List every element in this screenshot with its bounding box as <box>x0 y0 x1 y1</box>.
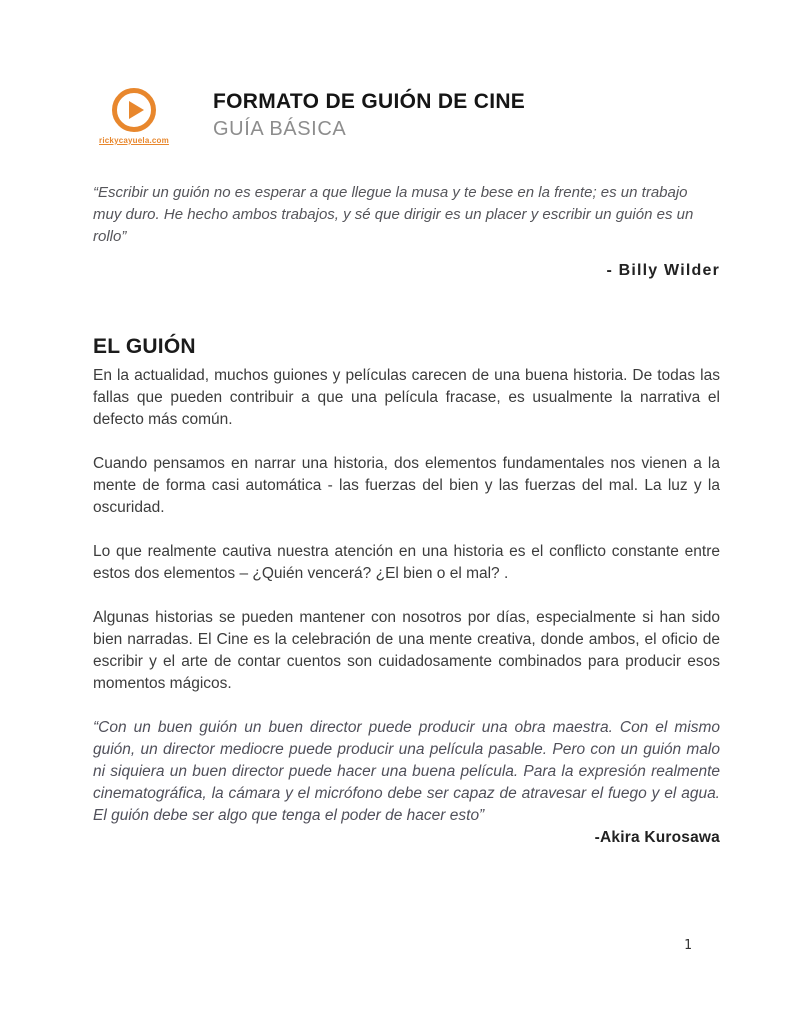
play-triangle-icon <box>129 101 144 119</box>
intro-quote: “Escribir un guión no es esperar a que llegue la musa y te bese en la frente; es un trabajo muy duro. He hecho ambos trabajos, y sé que dirigir es un placer y escribir un guión es un rollo” <box>93 184 694 245</box>
section-heading: EL GUIÓN <box>93 335 196 358</box>
intro-quote-attribution: - Billy Wilder <box>606 262 720 279</box>
paragraph: Cuando pensamos en narrar una historia, dos elementos fundamentales nos vienen a la mente de forma casi automática - las fuerzas del bien y las fuerzas del mal. La luz y la oscuridad. <box>93 455 720 516</box>
site-link[interactable]: rickycayuela.com <box>99 136 169 145</box>
closing-quote: “Con un buen guión un buen director puede producir una obra maestra. Con el mismo guión, un director mediocre puede producir una película pasable. Pero con un guión malo ni siquiera un buen director puede hacer una buena película. Para la expresión realmente cinematográfica, la cámara y el micrófono debe ser capaz de atravesar el fuego y el agua. El guión debe ser algo que tenga el poder de hacer esto” <box>93 719 720 824</box>
document-header <box>93 88 720 145</box>
paragraph: En la actualidad, muchos guiones y películas carecen de una buena historia. De todas las fallas que pueden contribuir a que una película fracase, es usualmente la narrativa el defecto más común. <box>93 367 720 428</box>
play-icon <box>112 88 156 132</box>
closing-quote-attribution: -Akira Kurosawa <box>594 829 720 846</box>
page-subtitle: GUÍA BÁSICA <box>213 118 347 140</box>
paragraph: Lo que realmente cautiva nuestra atención en una historia es el conflicto constante entre estos dos elementos – ¿Quién vencerá? ¿El bien o el mal? . <box>93 543 720 582</box>
logo <box>93 88 175 145</box>
paragraph: Algunas historias se pueden mantener con nosotros por días, especialmente si han sido bien narradas. El Cine es la celebración de una mente creativa, donde ambos, el oficio de escribir y el arte de contar cuentos son cuidadosamente combinados para producir esos momentos mágicos. <box>93 609 720 692</box>
title-block <box>213 88 525 141</box>
page-title: FORMATO DE GUIÓN DE CINE <box>213 90 526 113</box>
page-number: 1 <box>684 938 692 953</box>
page-content <box>93 0 720 847</box>
